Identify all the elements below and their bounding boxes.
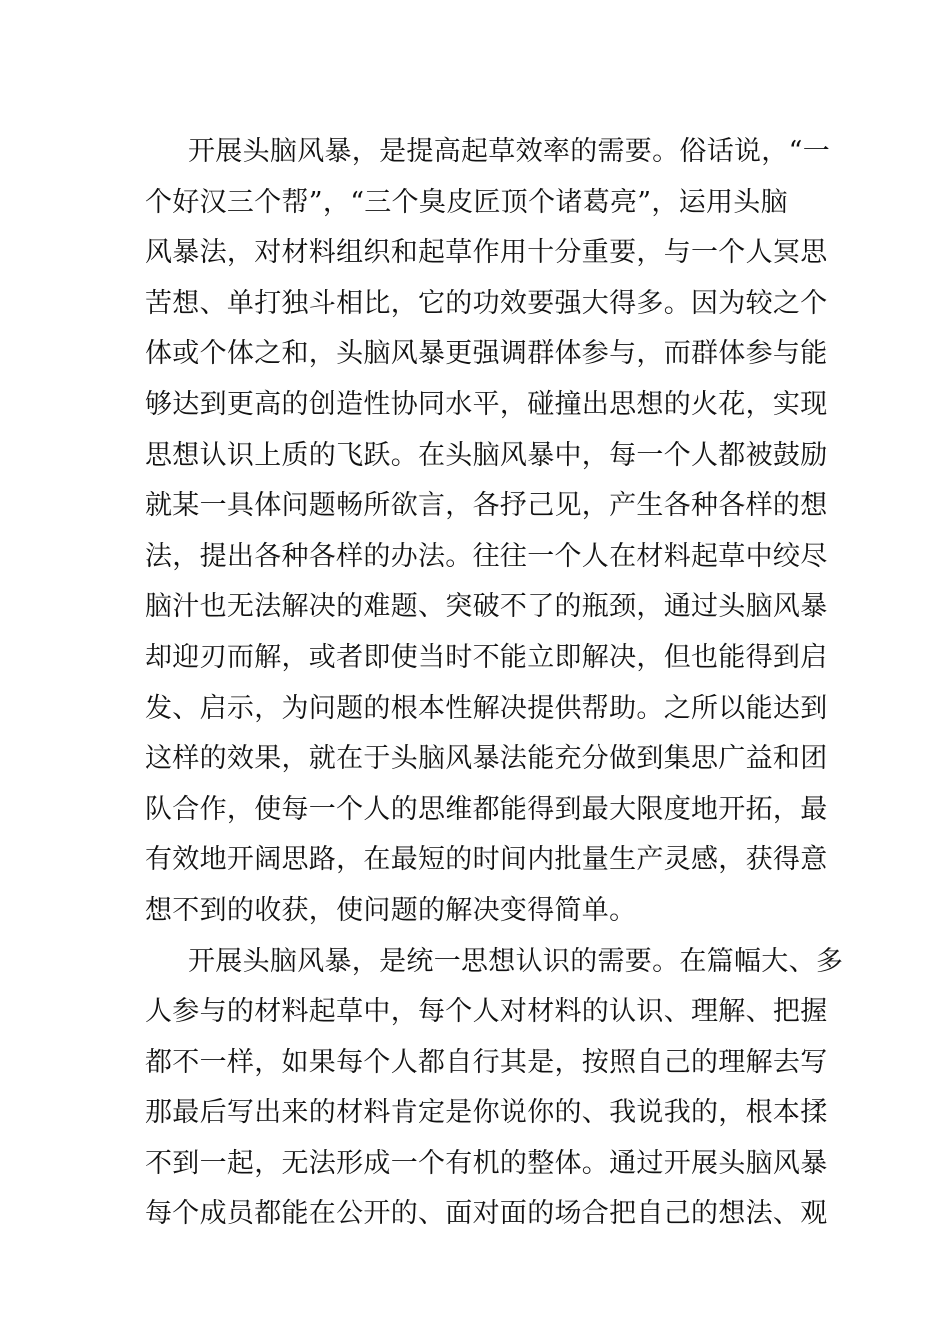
text-line: 想不到的收获，使问题的解决变得简单。 [145, 894, 637, 926]
paragraph-2 [145, 937, 844, 1241]
text-line: 开展头脑风暴，是统一思想认识的需要。在篇幅大、多 [188, 945, 844, 977]
text-line: 法，提出各种各样的办法。往往一个人在材料起草中绞尽 [145, 540, 828, 572]
text-line: 这样的效果，就在于头脑风暴法能充分做到集思广益和团 [145, 743, 828, 775]
text-line: 风暴法，对材料组织和起草作用十分重要，与一个人冥思 [145, 237, 828, 269]
text-line: 开展头脑风暴，是提高起草效率的需要。俗话说，“一 [188, 136, 831, 167]
text-line: 那最后写出来的材料肯定是你说你的、我说我的，根本揉 [145, 1097, 828, 1129]
text-line: 发、启示，为问题的根本性解决提供帮助。之所以能达到 [145, 692, 828, 724]
text-line: 却迎刃而解，或者即使当时不能立即解决，但也能得到启 [145, 641, 828, 673]
text-line: 思想认识上质的飞跃。在头脑风暴中，每一个人都被鼓励 [145, 439, 828, 471]
text-line: 体或个体之和，头脑风暴更强调群体参与，而群体参与能 [145, 338, 828, 370]
body-text [145, 127, 844, 1240]
text-line: 脑汁也无法解决的难题、突破不了的瓶颈，通过头脑风暴 [145, 591, 828, 623]
text-line: 有效地开阔思路，在最短的时间内批量生产灵感，获得意 [145, 844, 828, 876]
text-line: 够达到更高的创造性协同水平，碰撞出思想的火花，实现 [145, 388, 828, 420]
text-line: 队合作，使每一个人的思维都能得到最大限度地开拓，最 [145, 793, 828, 825]
text-line: 苦想、单打独斗相比，它的功效要强大得多。因为较之个 [145, 287, 828, 319]
text-line: 就某一具体问题畅所欲言，各抒己见，产生各种各样的想 [145, 490, 828, 522]
paragraph-1 [145, 127, 831, 937]
text-line: 个好汉三个帮”，“三个臭皮匠顶个诸葛亮”，运用头脑 [145, 186, 788, 218]
text-line: 每个成员都能在公开的、面对面的场合把自己的想法、观 [145, 1198, 828, 1230]
text-line: 不到一起，无法形成一个有机的整体。通过开展头脑风暴 [145, 1147, 828, 1179]
text-line: 人参与的材料起草中，每个人对材料的认识、理解、把握 [145, 996, 828, 1028]
text-line: 都不一样，如果每个人都自行其是，按照自己的理解去写 [145, 1046, 828, 1078]
